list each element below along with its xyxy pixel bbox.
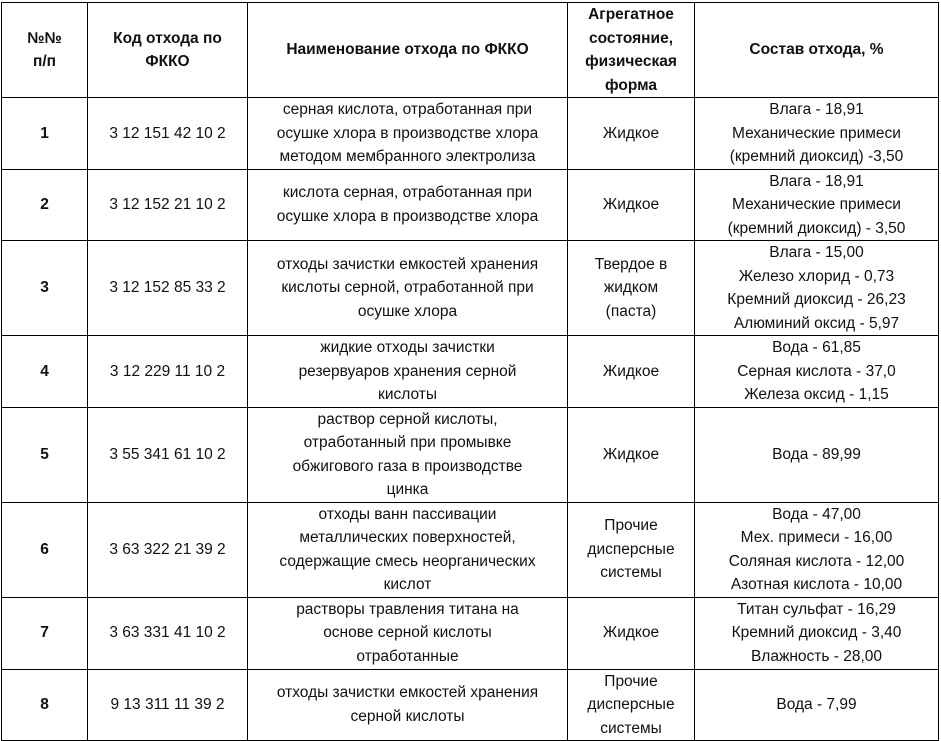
cell-line: (паста) xyxy=(605,302,657,320)
cell-line: отработанный при промывке xyxy=(303,434,512,451)
cell-line: серная кислота, отработанная при xyxy=(282,101,533,118)
waste-name xyxy=(248,407,568,502)
waste-name xyxy=(248,597,568,669)
row-number: 7 xyxy=(2,597,88,669)
cell-line: осушке хлора xyxy=(357,302,458,320)
cell-line: системы xyxy=(600,719,662,737)
table-row xyxy=(2,669,939,741)
cell-line: Железо хлорид - 0,73 xyxy=(738,267,895,285)
cell-line: Прочие xyxy=(604,517,658,535)
cell-line: металлических поверхностей, xyxy=(299,529,516,546)
waste-name xyxy=(248,669,568,741)
cell-line: Код отхода по xyxy=(113,29,222,47)
waste-code: 3 63 331 41 10 2 xyxy=(88,597,248,669)
cell-line: Механические примеси xyxy=(732,124,901,142)
row-number: 8 xyxy=(2,669,88,741)
waste-code: 3 12 229 11 10 2 xyxy=(88,336,248,408)
table-row xyxy=(2,597,939,669)
row-number: 5 xyxy=(2,407,88,502)
cell-line: Влага - 18,91 xyxy=(769,101,864,118)
waste-code: 3 55 341 61 10 2 xyxy=(88,407,248,502)
waste-code: 3 12 152 21 10 2 xyxy=(88,169,248,241)
cell-line: физическая xyxy=(585,53,677,70)
cell-line: Вода - 61,85 xyxy=(772,339,861,356)
cell-line: Жидкое xyxy=(602,362,660,380)
cell-line: Азотная кислота - 10,00 xyxy=(730,576,903,593)
aggregate-state xyxy=(568,407,695,502)
table-row xyxy=(2,98,939,170)
header-row xyxy=(2,3,939,98)
waste-composition xyxy=(695,502,939,597)
row-number: 2 xyxy=(2,169,88,241)
waste-code: 3 12 152 85 33 2 xyxy=(88,241,248,336)
cell-line: отходы зачистки емкостей хранения xyxy=(276,684,539,702)
cell-line: Агрегатное xyxy=(588,6,674,23)
waste-composition xyxy=(695,169,939,241)
waste-composition xyxy=(695,98,939,170)
aggregate-state xyxy=(568,502,695,597)
cell-line: резервуаров хранения серной xyxy=(298,362,517,380)
cell-line: кислоты серной, отработанной при xyxy=(281,279,534,297)
aggregate-state xyxy=(568,169,695,241)
cell-line: Прочие xyxy=(604,672,658,690)
cell-line: (кремний диоксид) - 3,50 xyxy=(727,219,906,237)
cell-line: Железа оксид - 1,15 xyxy=(744,386,889,403)
cell-line: системы xyxy=(600,564,662,582)
waste-name xyxy=(248,336,568,408)
waste-name xyxy=(248,502,568,597)
cell-line: содержащие смесь неорганических xyxy=(279,552,536,570)
cell-line: Титан сульфат - 16,29 xyxy=(737,600,896,618)
aggregate-state xyxy=(568,597,695,669)
row-number: 6 xyxy=(2,502,88,597)
cell-line: осушке хлора в производстве хлора xyxy=(276,207,539,225)
cell-line: кислоты xyxy=(378,386,437,403)
cell-line: Вода - 47,00 xyxy=(772,505,861,523)
table-row xyxy=(2,407,939,502)
table-row xyxy=(2,336,939,408)
cell-line: растворы травления титана на xyxy=(296,600,519,618)
aggregate-state xyxy=(568,669,695,741)
waste-name xyxy=(248,241,568,336)
waste-name xyxy=(248,169,568,241)
table-row xyxy=(2,502,939,597)
aggregate-state xyxy=(568,98,695,170)
cell-line: (кремний диоксид) -3,50 xyxy=(729,148,904,165)
cell-line: методом мембранного электролиза xyxy=(279,148,536,165)
cell-line: дисперсные xyxy=(587,540,675,558)
cell-line: Кремний диоксид - 26,23 xyxy=(727,291,906,308)
cell-line: отходы ванн пассивации xyxy=(318,505,497,523)
waste-code: 9 13 311 11 39 2 xyxy=(88,669,248,741)
cell-line: ФККО xyxy=(145,53,190,70)
header-name xyxy=(248,3,568,98)
cell-line: кислот xyxy=(383,576,432,593)
waste-code: 3 12 151 42 10 2 xyxy=(88,98,248,170)
cell-line: серной кислоты xyxy=(350,707,465,725)
cell-line: Серная кислота - 37,0 xyxy=(737,362,896,380)
cell-line: Механические примеси xyxy=(732,196,901,213)
cell-line: п/п xyxy=(32,53,57,70)
cell-line: Вода - 89,99 xyxy=(772,445,861,463)
cell-line: Жидкое xyxy=(602,445,660,463)
cell-line: обжигового газа в производстве xyxy=(292,457,523,475)
cell-line: №№ xyxy=(27,29,62,47)
waste-table xyxy=(1,2,939,741)
cell-line: Кремний диоксид - 3,40 xyxy=(731,624,902,642)
cell-line: Влага - 15,00 xyxy=(769,244,864,261)
cell-line: Жидкое xyxy=(602,124,660,142)
cell-line: Жидкое xyxy=(602,624,660,642)
header-composition xyxy=(695,3,939,98)
cell-line: Влага - 18,91 xyxy=(769,172,864,190)
cell-line: жидком xyxy=(603,279,659,297)
cell-line: осушке хлора в производстве хлора xyxy=(276,124,539,142)
waste-composition xyxy=(695,669,939,741)
cell-line: дисперсные xyxy=(587,696,675,713)
header-number xyxy=(2,3,88,98)
cell-line: Алюминий оксид - 5,97 xyxy=(733,314,900,332)
cell-line: Состав отхода, % xyxy=(749,41,884,59)
cell-line: отработанные xyxy=(356,647,459,665)
cell-line: жидкие отходы зачистки xyxy=(320,339,495,356)
table-row xyxy=(2,169,939,241)
waste-composition xyxy=(695,407,939,502)
cell-line: отходы зачистки емкостей хранения xyxy=(276,255,539,273)
waste-composition xyxy=(695,241,939,336)
cell-line: Наименование отхода по ФККО xyxy=(286,41,529,59)
waste-composition xyxy=(695,336,939,408)
row-number: 4 xyxy=(2,336,88,408)
header-state xyxy=(568,3,695,98)
cell-line: цинка xyxy=(386,481,429,498)
cell-line: основе серной кислоты xyxy=(323,624,492,642)
waste-composition xyxy=(695,597,939,669)
cell-line: состояние, xyxy=(588,29,674,47)
waste-name xyxy=(248,98,568,170)
cell-line: Твердое в xyxy=(594,255,668,273)
row-number: 3 xyxy=(2,241,88,336)
cell-line: Мех. примеси - 16,00 xyxy=(740,529,893,546)
cell-line: раствор серной кислоты, xyxy=(317,410,498,428)
cell-line: кислота серная, отработанная при xyxy=(282,184,533,202)
cell-line: Соляная кислота - 12,00 xyxy=(728,552,905,570)
aggregate-state xyxy=(568,241,695,336)
waste-code: 3 63 322 21 39 2 xyxy=(88,502,248,597)
table-row xyxy=(2,241,939,336)
row-number: 1 xyxy=(2,98,88,170)
cell-line: форма xyxy=(605,76,657,94)
cell-line: Жидкое xyxy=(602,196,660,213)
cell-line: Вода - 7,99 xyxy=(776,696,857,713)
header-code xyxy=(88,3,248,98)
aggregate-state xyxy=(568,336,695,408)
cell-line: Влажность - 28,00 xyxy=(750,647,883,665)
